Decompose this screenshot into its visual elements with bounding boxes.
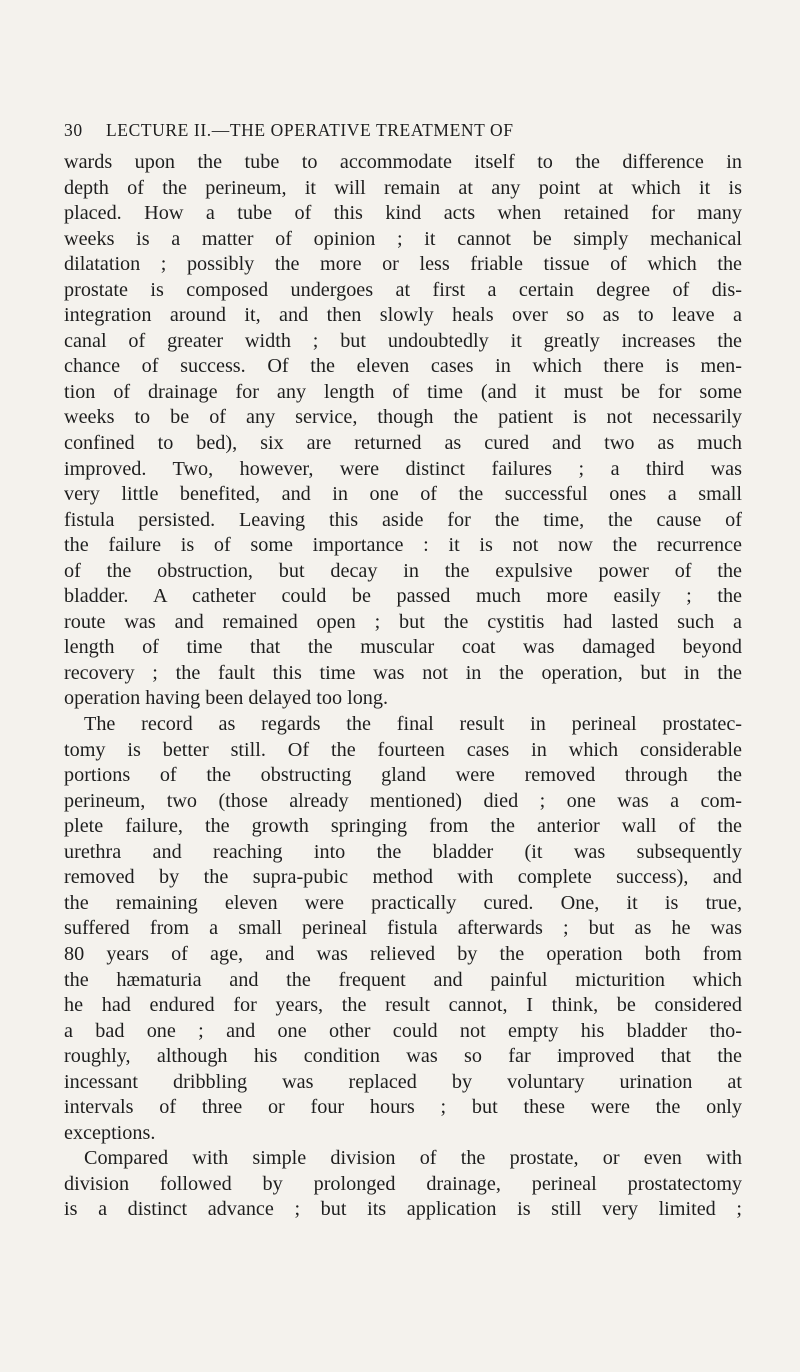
text-line: roughly, although his condition was so far improved that the (64, 1045, 742, 1068)
text-line: is a distinct advance ; but its application is still very limited ; (64, 1198, 742, 1221)
text-line: route was and remained open ; but the cystitis had lasted such a (64, 610, 742, 633)
text-line: recovery ; the fault this time was not in the operation, but in the (64, 661, 742, 684)
text-line: dilatation ; possibly the more or less friable tissue of which the (64, 253, 742, 276)
text-line: suffered from a small perineal fistula afterwards ; but as he was (64, 917, 742, 940)
page-number: 30 (64, 120, 83, 140)
text-line: confined to bed), six are returned as cured and two as much (64, 432, 742, 455)
text-line: intervals of three or four hours ; but these were the only (64, 1096, 742, 1119)
text-line: he had endured for years, the result cannot, I think, be considered (64, 994, 742, 1017)
text-line: perineum, two (those already mentioned) died ; one was a com- (64, 789, 742, 812)
text-line: The record as regards the final result in perineal prostatec- (84, 713, 742, 736)
text-line: depth of the perineum, it will remain at any point at which it is (64, 176, 742, 199)
text-line: removed by the supra-pubic method with complete success), and (64, 866, 742, 889)
text-line: integration around it, and then slowly heals over so as to leave a (64, 304, 742, 327)
text-line: the remaining eleven were practically cured. One, it is true, (64, 891, 742, 914)
text-line: tomy is better still. Of the fourteen cases in which considerable (64, 738, 742, 761)
text-line: tion of drainage for any length of time (and it must be for some (64, 380, 742, 403)
body-text (64, 150, 742, 1223)
text-line: weeks to be of any service, though the patient is not necessarily (64, 406, 742, 429)
text-line: the hæmaturia and the frequent and painful micturition which (64, 968, 742, 991)
text-line: weeks is a matter of opinion ; it cannot be simply mechanical (64, 227, 742, 250)
text-line: of the obstruction, but decay in the expulsive power of the (64, 559, 742, 582)
text-line: incessant dribbling was replaced by voluntary urination at (64, 1070, 742, 1093)
text-line: canal of greater width ; but undoubtedly it greatly increases the (64, 329, 742, 352)
text-line: portions of the obstructing gland were removed through the (64, 764, 742, 787)
text-line: fistula persisted. Leaving this aside for the time, the cause of (64, 508, 742, 531)
text-line: Compared with simple division of the prostate, or even with (84, 1147, 742, 1170)
text-line: bladder. A catheter could be passed much more easily ; the (64, 585, 742, 608)
text-line: very little benefited, and in one of the successful ones a small (64, 483, 742, 506)
text-line: plete failure, the growth springing from the anterior wall of the (64, 815, 742, 838)
text-line: length of time that the muscular coat was damaged beyond (64, 636, 742, 659)
text-line: urethra and reaching into the bladder (it was subsequently (64, 840, 742, 863)
text-line: prostate is composed undergoes at first a certain degree of dis- (64, 278, 742, 301)
text-line: placed. How a tube of this kind acts when retained for many (64, 202, 742, 225)
text-line: a bad one ; and one other could not empty his bladder tho- (64, 1019, 742, 1042)
text-line: 80 years of age, and was relieved by the operation both from (64, 942, 742, 965)
text-line: exceptions. (64, 1121, 156, 1144)
text-line: operation having been delayed too long. (64, 687, 389, 710)
running-title: LECTURE II.—THE OPERATIVE TREATMENT OF (106, 120, 514, 140)
text-line: wards upon the tube to accommodate itself to the difference in (64, 151, 742, 173)
text-line: the failure is of some importance : it is not now the recurrence (64, 534, 742, 557)
text-line: chance of success. Of the eleven cases in which there is men- (64, 355, 742, 378)
text-line: division followed by prolonged drainage, perineal prostatectomy (64, 1172, 742, 1195)
text-line: improved. Two, however, were distinct failures ; a third was (64, 457, 742, 480)
running-head (64, 120, 664, 144)
